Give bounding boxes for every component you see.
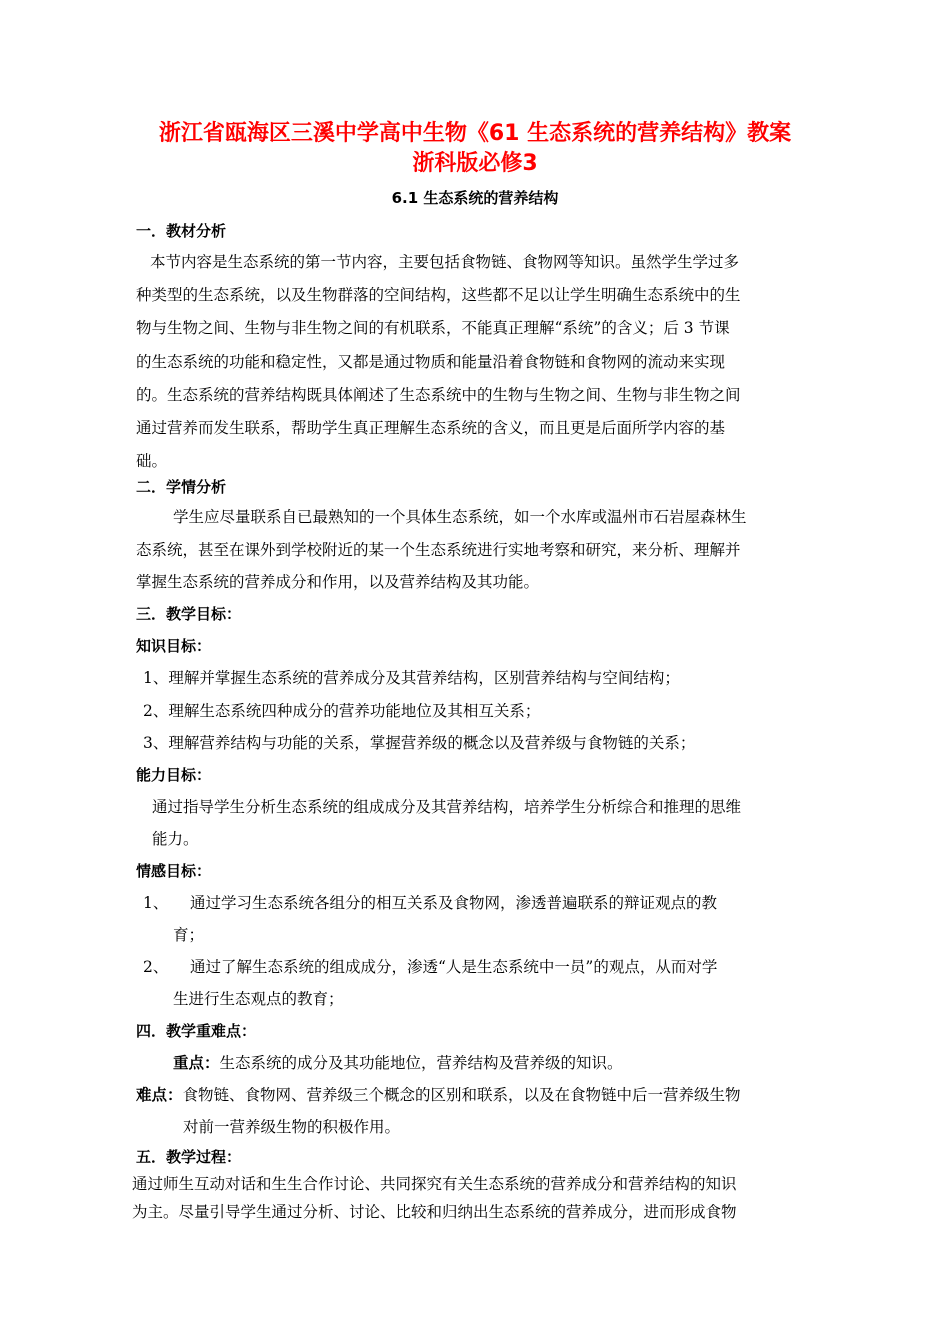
heading-textbook-analysis: 一．教材分析 (136, 222, 227, 240)
list-item-number: 2、 (143, 958, 169, 976)
difficult-point-label: 难点： (136, 1086, 183, 1104)
key-point-label: 重点： (173, 1054, 220, 1072)
list-item: 通过学习生态系统各组分的相互关系及食物网，渗透普遍联系的辩证观点的教 (190, 894, 718, 912)
paragraph-line: 能力。 (152, 830, 199, 848)
paragraph-line: 学生应尽量联系自已最熟知的一个具体生态系统，如一个水库或温州市石岩屋森林生 (173, 508, 747, 526)
paragraph-line: 通过师生互动对话和生生合作讨论、共同探究有关生态系统的营养成分和营养结构的知识 (132, 1175, 737, 1193)
document-title-line-2: 浙科版必修3 (412, 151, 538, 176)
heading-student-analysis: 二．学情分析 (136, 478, 227, 496)
document-title-line-1: 浙江省瓯海区三溪中学高中生物《61 生态系统的营养结构》教案 (158, 121, 792, 146)
key-point (173, 1053, 623, 1073)
heading-ability-goals: 能力目标： (136, 766, 212, 784)
heading-emotion-goals: 情感目标： (136, 862, 212, 880)
list-item: 3、理解营养结构与功能的关系，掌握营养级的概念以及营养级与食物链的关系； (143, 734, 696, 752)
difficult-point-text: 食物链、食物网、营养级三个概念的区别和联系，以及在食物链中后一营养级生物 (182, 1086, 741, 1104)
paragraph-line: 态系统，甚至在课外到学校附近的某一个生态系统进行实地考察和研究，来分析、理解并 (136, 541, 741, 559)
paragraph-line: 本节内容是生态系统的第一节内容，主要包括食物链、食物网等知识。虽然学生学过多 (150, 253, 740, 271)
paragraph-line: 的。生态系统的营养结构既具体阐述了生态系统中的生物与生物之间、生物与非生物之间 (136, 386, 741, 404)
key-point-text: 生态系统的成分及其功能地位，营养结构及营养级的知识。 (219, 1054, 623, 1072)
list-item-continuation: 育； (173, 926, 205, 944)
heading-teaching-goals: 三．教学目标： (136, 605, 242, 623)
heading-key-difficult-points: 四．教学重难点： (136, 1022, 257, 1040)
heading-knowledge-goals: 知识目标： (136, 637, 212, 655)
section-subtitle: 6.1 生态系统的营养结构 (391, 189, 559, 207)
list-item-continuation: 生进行生态观点的教育； (173, 990, 344, 1008)
paragraph-line: 通过营养而发生联系，帮助学生真正理解生态系统的含义，而且更是后面所学内容的基 (136, 419, 726, 437)
heading-teaching-process: 五．教学过程： (136, 1148, 242, 1166)
list-item: 1、理解并掌握生态系统的营养成分及其营养结构，区别营养结构与空间结构； (143, 669, 680, 687)
list-item-number: 1、 (143, 894, 169, 912)
difficult-point-continuation: 对前一营养级生物的积极作用。 (183, 1118, 401, 1136)
paragraph-line: 掌握生态系统的营养成分和作用，以及营养结构及其功能。 (136, 573, 540, 591)
difficult-point (136, 1085, 741, 1105)
paragraph-line: 础。 (136, 452, 168, 470)
paragraph-line: 物与生物之间、生物与非生物之间的有机联系，不能真正理解“系统”的含义；后 3 节课 (136, 319, 730, 337)
paragraph-line: 为主。尽量引导学生通过分析、讨论、比较和归纳出生态系统的营养成分，进而形成食物 (132, 1203, 737, 1221)
paragraph-line: 的生态系统的功能和稳定性，又都是通过物质和能量沿着食物链和食物网的流动来实现 (136, 353, 726, 371)
paragraph-line: 通过指导学生分析生态系统的组成成分及其营养结构，培养学生分析综合和推理的思维 (152, 798, 742, 816)
list-item: 2、理解生态系统四种成分的营养功能地位及其相互关系； (143, 702, 541, 720)
paragraph-line: 种类型的生态系统，以及生物群落的空间结构，这些都不足以让学生明确生态系统中的生 (136, 286, 741, 304)
list-item: 通过了解生态系统的组成成分，渗透“人是生态系统中一员”的观点，从而对学 (190, 958, 718, 976)
